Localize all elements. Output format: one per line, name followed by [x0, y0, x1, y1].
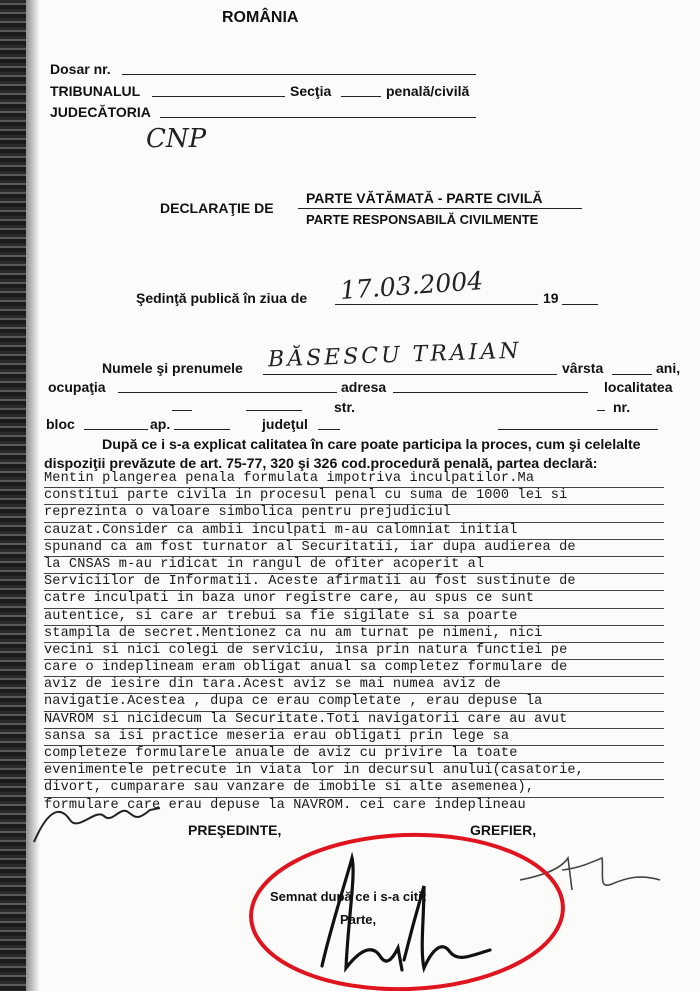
judecatoria-label: JUDECĂTORIA — [50, 104, 151, 120]
year-prefix: 19 — [543, 290, 559, 306]
statement-line: aviz de iesire din tara.Acest aviz se mai numea aviz de — [44, 677, 664, 694]
statement-line: formulare care erau depuse la NAVROM. cei care indeplineau — [44, 797, 526, 813]
tribunal-label: TRIBUNALUL — [50, 83, 141, 99]
judetul-label: judeţul — [262, 416, 308, 432]
parte-label: Parte, — [340, 912, 377, 927]
penal-civil-label: penală/civilă — [386, 83, 470, 99]
statement-line: care o indeplineam eram obligat anual sa completez formulare de — [44, 660, 664, 677]
session-label: Şedinţă publică în ziua de — [136, 290, 308, 306]
ocupatia-label: ocupaţia — [48, 379, 106, 395]
intro-line-1: După ce i s-a explicat calitatea în care poate participa la proces, cum şi celelalte — [102, 437, 641, 453]
dosar-label: Dosar nr. — [50, 61, 111, 77]
grefier-label: GREFIER, — [470, 822, 537, 838]
bloc-label: bloc — [46, 416, 75, 432]
ap-label: ap. — [150, 416, 171, 432]
statement-line: cauzat.Consider ca ambii inculpati m-au calomniat initial — [44, 523, 664, 540]
statement-line: autentice, si care ar trebui sa fie sigilate si sa poarte — [44, 609, 664, 626]
intro-line-2: dispoziţii prevăzute de art. 75-77, 320 şi 326 cod.procedură penală, partea declară: — [44, 456, 598, 472]
statement-line: vecini si nici colegi de serviciu, insa prin natura functiei pe — [44, 643, 664, 660]
statement-line: completeze formularele anuale de aviz cu privire la toate — [44, 746, 664, 763]
localitatea-label: localitatea — [604, 379, 673, 395]
cnp-handwriting: CNP — [146, 124, 207, 154]
grefier-signature-drawing — [520, 858, 660, 890]
statement-line: navigatie.Acestea , dupa ce erau completate , erau depuse la — [44, 694, 664, 711]
name-handwriting: BĂSESCU TRAIAN — [267, 338, 522, 373]
statement-line: NAVROM si nicidecum la Securitate.Toti navigatorii care au avut — [44, 712, 664, 729]
statement-line: spunand ca am fost turnator al Securitatii, iar dupa audierea de — [44, 540, 664, 557]
semnat-label: Semnat după ce i s-a citit — [270, 889, 427, 904]
presedinte-label: PREŞEDINTE, — [188, 822, 282, 838]
annotation-circle — [248, 830, 565, 991]
statement-line: divort, cumparare sau vanzare de imobile si alte asemenea), — [44, 780, 664, 797]
statement-line: catre inculpati in baza unor registre care, au spus ce sunt — [44, 591, 664, 608]
name-label: Numele şi prenumele — [102, 360, 243, 376]
statement-line: constitui parte civila in procesul penal cu suma de 1000 lei si — [44, 488, 664, 505]
nr-label: nr. — [613, 399, 631, 415]
ani-label: ani, — [656, 360, 681, 376]
declaration-label: DECLARAŢIE DE — [160, 200, 274, 216]
statement-line: evenimentele petrecute in viata lor in decursul anului(casatorie, — [44, 763, 664, 780]
adresa-label: adresa — [341, 379, 387, 395]
statement-line: la CNSAS m-au ridicat in rangul de ofiter acoperit al — [44, 557, 664, 574]
statement-line: sansa sa isi practice meseria erau obligati prin lege sa — [44, 729, 664, 746]
declaration-option-1: PARTE VĂTĂMATĂ - PARTE CIVILĂ — [306, 190, 543, 206]
session-date-handwriting: 17.03.2004 — [339, 266, 484, 305]
statement-line: Serviciilor de Informatii. Aceste afirmatii au fost sustinute de — [44, 574, 664, 591]
statement-line: reprezinta o valoare simbolica pentru prejudiciul — [44, 505, 664, 522]
statement-line: Mentin plangerea penala formulata impotriva inculpatilor.Ma — [44, 471, 664, 488]
presedinte-signature-drawing — [34, 808, 160, 842]
str-label: str. — [334, 399, 356, 415]
sectia-label: Secţia — [290, 83, 332, 99]
statement-line: stampila de secret.Mentionez ca nu am turnat pe nimeni, nici — [44, 626, 664, 643]
varsta-label: vârsta — [562, 360, 604, 376]
country-title: ROMÂNIA — [222, 9, 299, 26]
declaration-option-2: PARTE RESPONSABILĂ CIVILMENTE — [306, 212, 539, 227]
